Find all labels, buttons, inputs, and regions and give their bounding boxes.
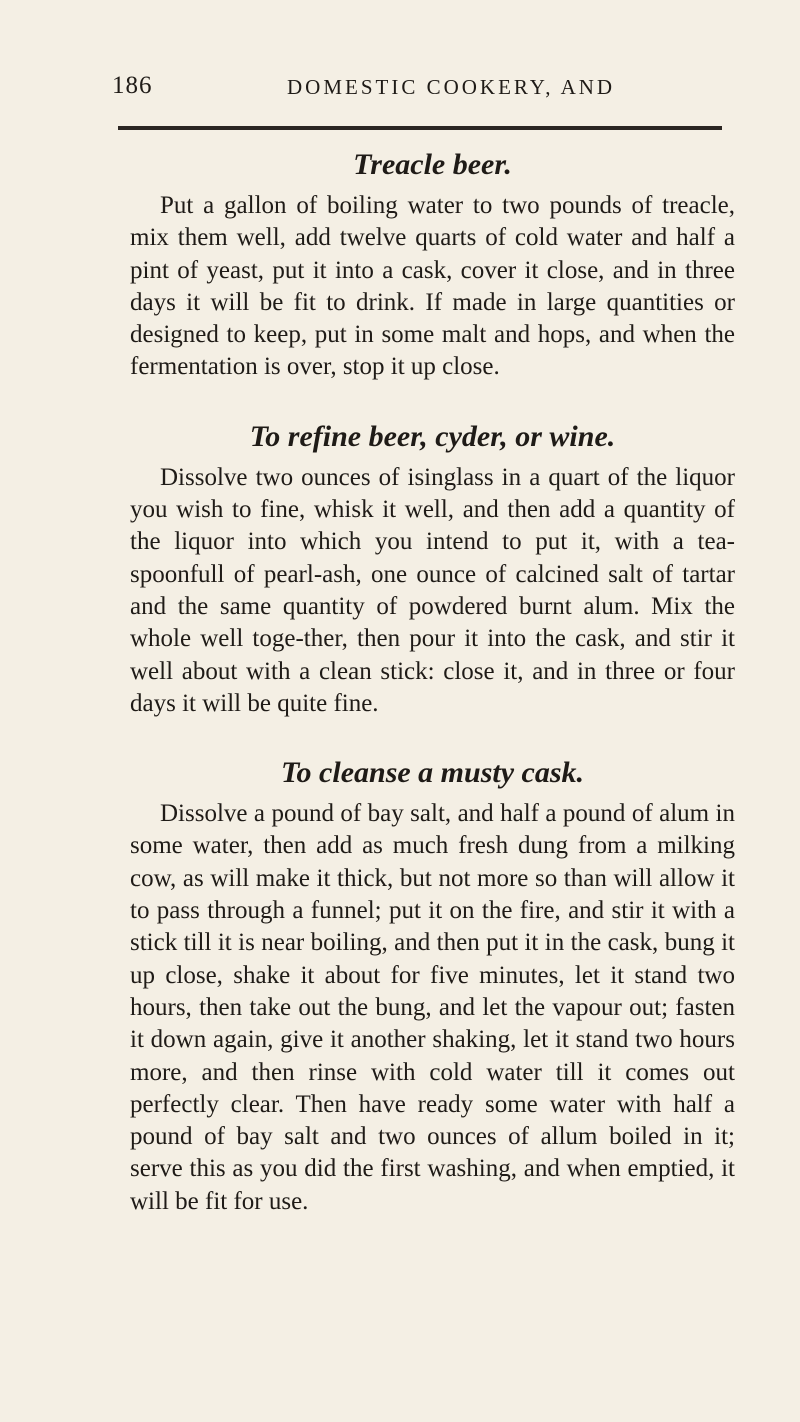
recipe-refine-beer <box>130 418 735 720</box>
recipe-title: To refine beer, cyder, or wine. <box>249 419 616 453</box>
recipe-cleanse-cask <box>130 754 735 1218</box>
recipe-title: To cleanse a musty cask. <box>280 756 585 790</box>
running-title: DOMESTIC COOKERY, AND <box>287 75 616 99</box>
recipe-text: Dissolve two ounces of isinglass in a quart of the liquor you wish to fine, whisk it well, and then add a quantity of the liquor into which you intend to put it, with a tea-spoonfull of pearl-ash, one ounce of calcined salt of tartar and the same quantity of powdered burnt alum. Mix the whole well toge-ther, then pour it into the cask, and stir it well about with a clean stick: close it, and in three or four days it will be quite fine. <box>130 463 735 717</box>
running-head <box>112 72 712 108</box>
header-rule <box>118 126 722 130</box>
recipe-treacle-beer <box>130 146 735 384</box>
page-content <box>130 146 735 1252</box>
recipe-text: Dissolve a pound of bay salt, and half a pound of alum in some water, then add as much fresh dung from a milking cow, as will make it thick, but not more so than will allow it to pass through a funnel; put it on the fire, and stir it with a stick till it is near boiling, and then put it in the cask, bung it up close, shake it about for five minutes, let it stand two hours, then take out the bung, and let the vapour out; fasten it down again, give it another shaking, let it stand two hours more, and then rinse with cold water till it comes out perfectly clear. Then have ready some water with half a pound of bay salt and two ounces of allum boiled in it; serve this as you did the first washing, and when emptied, it will be fit for use. <box>130 800 735 1215</box>
recipe-text: Put a gallon of boiling water to two pounds of treacle, mix them well, add twelve quarts of cold water and half a pint of yeast, put it into a cask, cover it close, and in three days it will be fit to drink. If made in large quantities or designed to keep, put in some malt and hops, and when the fermentation is over, stop it up close. <box>130 192 735 381</box>
recipe-title: Treacle beer. <box>353 148 512 181</box>
page-number: 186 <box>112 72 153 99</box>
